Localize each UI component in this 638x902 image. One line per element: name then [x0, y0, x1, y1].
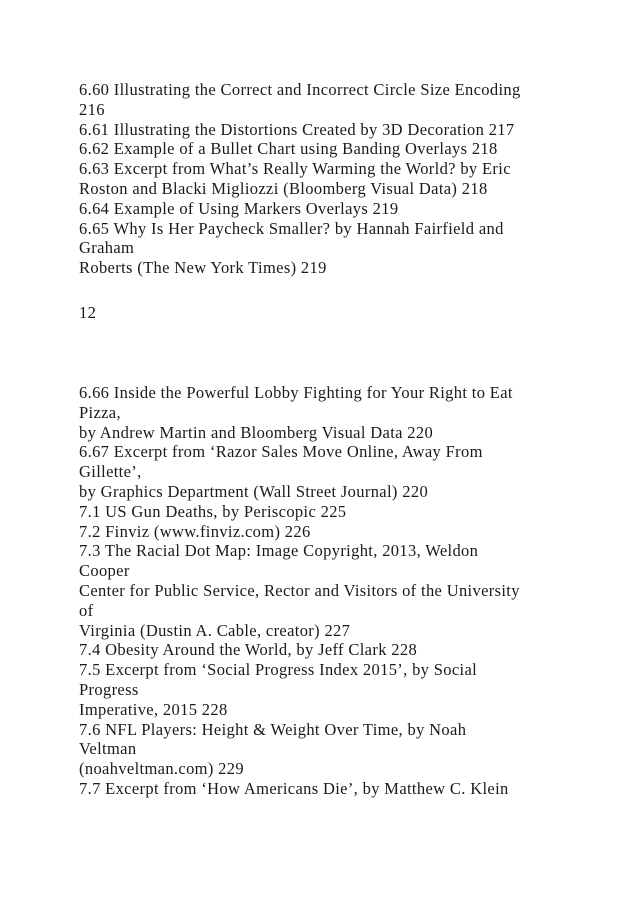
page-number-block	[79, 303, 619, 323]
list-item-line: Imperative, 2015 228	[79, 699, 228, 719]
list-item-line: Graham	[79, 238, 135, 258]
list-item-line: Veltman	[79, 739, 137, 759]
list-item-line: 6.65 Why Is Her Paycheck Smaller? by Hannah Fairfield and	[79, 218, 504, 238]
list-item-line: of	[79, 600, 94, 620]
list-item-line: 6.61 Illustrating the Distortions Created by 3D Decoration 217	[79, 119, 515, 139]
list-item-line: 6.64 Example of Using Markers Overlays 219	[79, 198, 399, 218]
list-item-line: Roberts (The New York Times) 219	[79, 258, 327, 278]
list-item-line: Progress	[79, 679, 139, 699]
list-item-line: 7.3 The Racial Dot Map: Image Copyright, 2013, Weldon	[79, 541, 479, 561]
list-item-line: 7.6 NFL Players: Height & Weight Over Time, by Noah	[79, 719, 467, 739]
list-item-line: 7.5 Excerpt from ‘Social Progress Index 2015’, by Social	[79, 660, 478, 680]
list-item-line: (noahveltman.com) 229	[79, 759, 244, 779]
list-item-line: Gillette’,	[79, 462, 142, 482]
list-item-line: Cooper	[79, 561, 130, 581]
list-item-line: Pizza,	[79, 402, 121, 422]
list-item-line: Center for Public Service, Rector and Visitors of the University	[79, 580, 520, 600]
list-item-line: Virginia (Dustin A. Cable, creator) 227	[79, 620, 351, 640]
list-item-line: 6.63 Excerpt from What’s Really Warming the World? by Eric	[79, 159, 511, 179]
list-item-line: 216	[79, 99, 105, 119]
list-item-line: 7.7 Excerpt from ‘How Americans Die’, by Matthew C. Klein	[79, 778, 509, 798]
list-item-line: 6.62 Example of a Bullet Chart using Banding Overlays 218	[79, 139, 498, 159]
list-item-line: 6.60 Illustrating the Correct and Incorrect Circle Size Encoding	[79, 80, 521, 99]
list-item-line: Roston and Blacki Migliozzi (Bloomberg Visual Data) 218	[79, 178, 488, 198]
list-item-line: 7.4 Obesity Around the World, by Jeff Clark 228	[79, 640, 418, 660]
list-item-line: 6.67 Excerpt from ‘Razor Sales Move Online, Away From	[79, 442, 483, 462]
list-item-line: by Andrew Martin and Bloomberg Visual Data 220	[79, 422, 434, 442]
list-item-line: 7.1 US Gun Deaths, by Periscopic 225	[79, 501, 347, 521]
list-item-line: 7.2 Finviz (www.finviz.com) 226	[79, 521, 311, 541]
list-item-line: by Graphics Department (Wall Street Journal) 220	[79, 481, 429, 501]
figure-list-continued	[79, 80, 619, 278]
page-number: 12	[79, 303, 97, 322]
figure-list-next-page	[79, 383, 619, 799]
list-item-line: 6.66 Inside the Powerful Lobby Fighting for Your Right to Eat	[79, 383, 513, 402]
